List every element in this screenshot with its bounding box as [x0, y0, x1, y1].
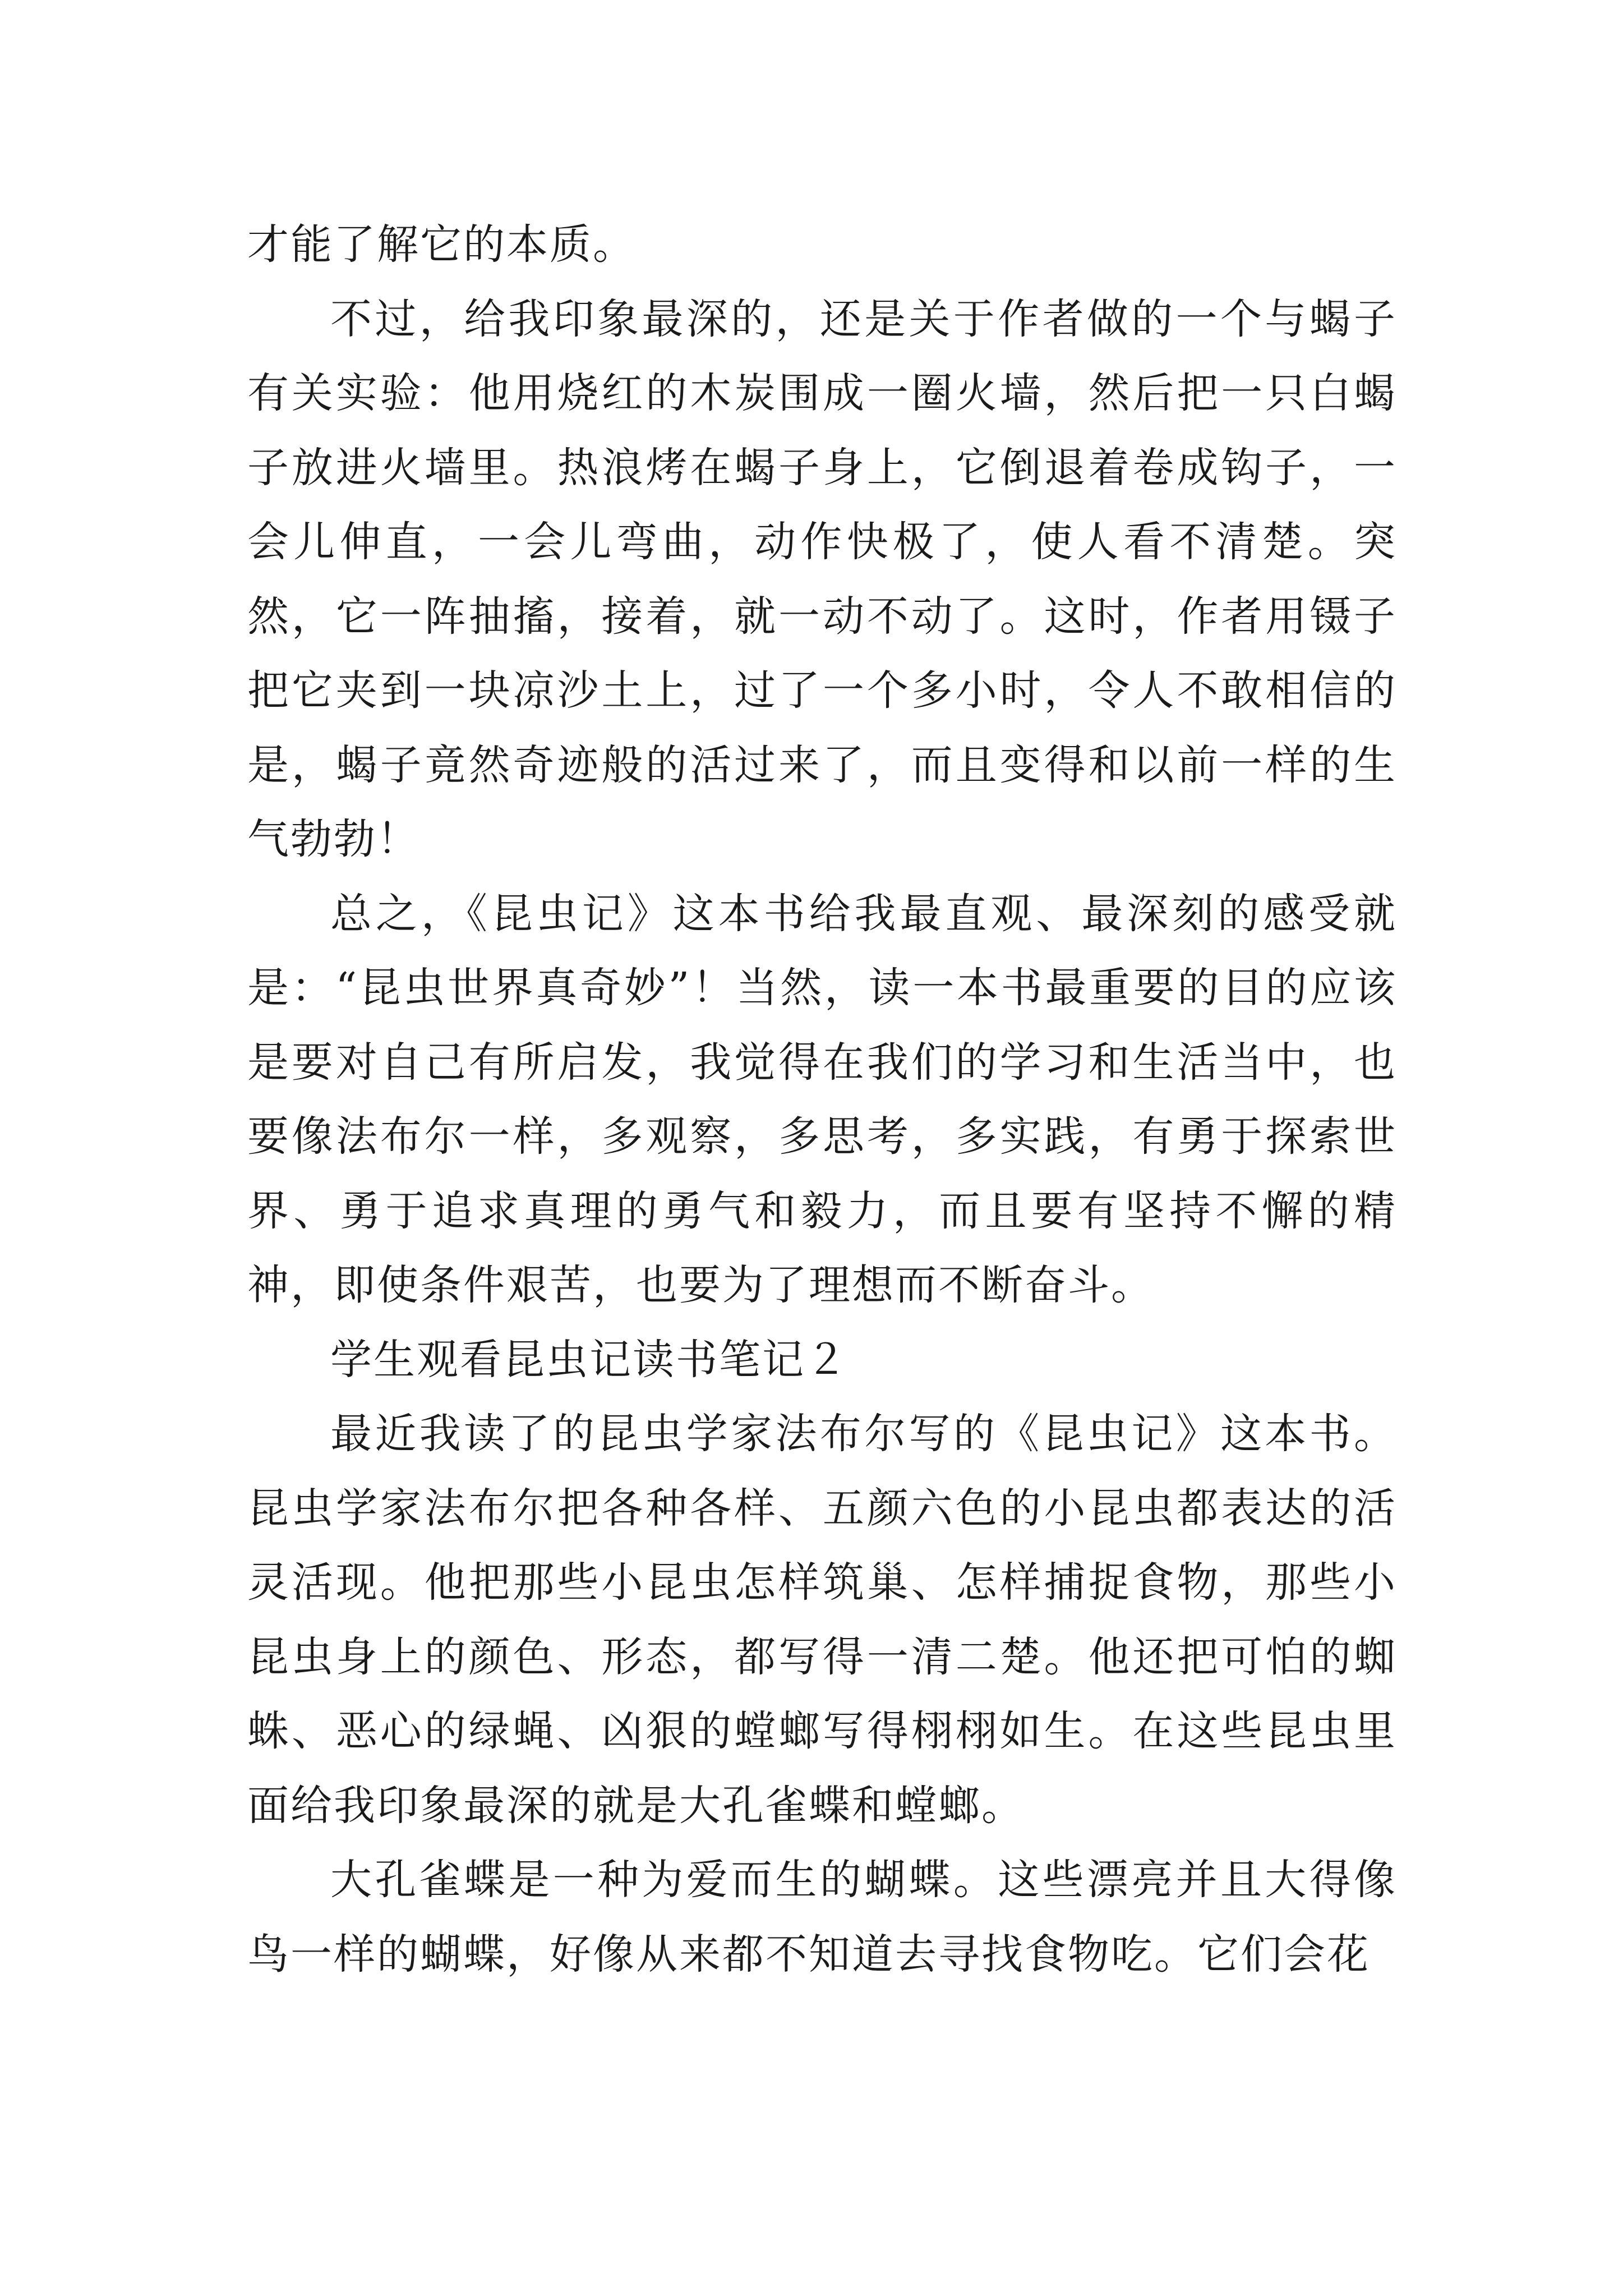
- paragraph-conclusion: 总之，《昆虫记》这本书给我最直观、最深刻的感受就是：“昆虫世界真奇妙”！当然，读一本书最重要的目的应该是要对自己有所启发，我觉得在我们的学习和生活当中，也要像法布尔一样，多观察，多思考，多实践，有勇于探索世界、勇于追求真理的勇气和毅力，而且要有坚持不懈的精神，即使条件艰苦，也要为了理想而不断奋斗。: [247, 889, 1397, 1309]
- document-body: [247, 208, 1397, 1991]
- paragraph-intro-notes-2: 最近我读了的昆虫学家法布尔写的《昆虫记》这本书。昆虫学家法布尔把各种各样、五颜六色的小昆虫都表达的活灵活现。他把那些小昆虫怎样筑巢、怎样捕捉食物，那些小昆虫身上的颜色、形态，都写得一清二楚。他还把可怕的蜘蛛、恶心的绿蝇、凶狠的螳螂写得栩栩如生。在这些昆虫里面给我印象最深的就是大孔雀蝶和螳螂。: [247, 1410, 1397, 1830]
- paragraph-scorpion-experiment: 不过，给我印象最深的，还是关于作者做的一个与蝎子有关实验：他用烧红的木炭围成一圈火墙，然后把一只白蝎子放进火墙里。热浪烤在蝎子身上，它倒退着卷成钩子，一会儿伸直，一会儿弯曲，动作快极了，使人看不清楚。突然，它一阵抽搐，接着，就一动不动了。这时，作者用镊子把它夹到一块凉沙土上，过了一个多小时，令人不敢相信的是，蝎子竟然奇迹般的活过来了，而且变得和以前一样的生气勃勃！: [247, 295, 1397, 863]
- paragraph-peacock-butterfly: 大孔雀蝶是一种为爱而生的蝴蝶。这些漂亮并且大得像鸟一样的蝴蝶，好像从来都不知道去寻找食物吃。它们会花: [247, 1856, 1397, 1978]
- section-heading: 学生观看昆虫记读书笔记２: [330, 1335, 849, 1384]
- paragraph-continuation: 才能了解它的本质。: [247, 220, 636, 269]
